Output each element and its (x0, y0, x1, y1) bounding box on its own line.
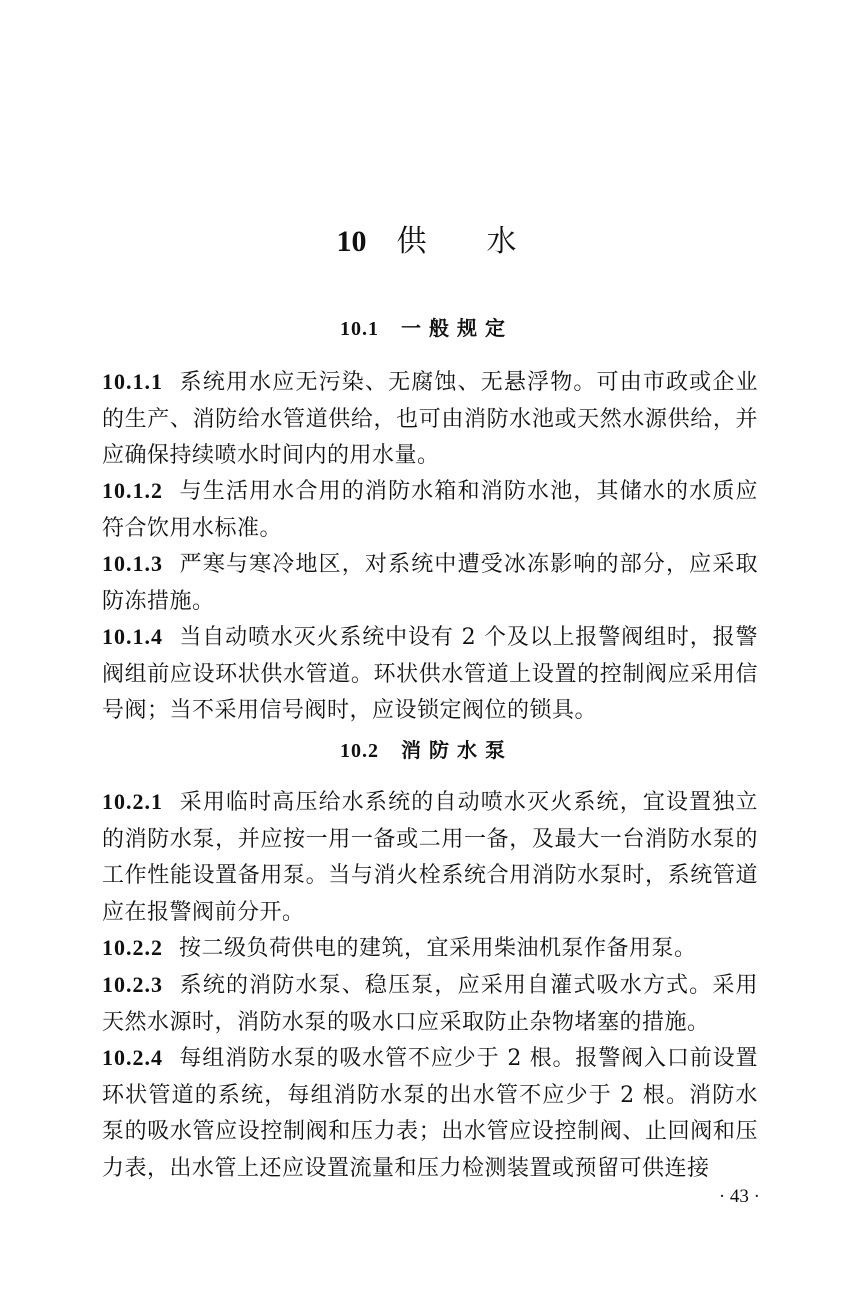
clause (102, 619, 758, 730)
clause-number: 10.1.3 (102, 551, 163, 576)
clause (102, 967, 758, 1041)
section-heading (0, 314, 853, 343)
clause (102, 473, 758, 547)
clause-text: 按二级负荷供电的建筑，宜采用柴油机泵作备用泵。 (179, 936, 697, 961)
clause-text: 系统用水应无污染、无腐蚀、无悬浮物。可由市政或企业的生产、消防给水管道供给，也可由消防水池或天然水源供给，并应确保持续喷水时间内的用水量。 (102, 370, 758, 468)
clause (102, 364, 758, 475)
chapter-number: 10 (336, 225, 367, 258)
chapter-title (0, 222, 853, 262)
clause-text: 采用临时高压给水系统的自动喷水灭火系统，宜设置独立的消防水泵，并应按一用一备或二用一备，及最大一台消防水泵的工作性能设置备用泵。当与消火栓系统合用消防水泵时，系统管道应在报警阀前分开。 (102, 790, 758, 925)
clause-text: 与生活用水合用的消防水箱和消防水池，其储水的水质应符合饮用水标准。 (102, 479, 758, 541)
clause (102, 930, 758, 968)
clause-text: 当自动喷水灭火系统中设有 2 个及以上报警阀组时，报警阀组前应设环状供水管道。环状供水管道上设置的控制阀应采用信号阀；当不采用信号阀时，应设锁定阀位的锁具。 (102, 625, 758, 723)
clause (102, 784, 758, 931)
clause (102, 546, 758, 620)
section-name: 消防水泵 (401, 738, 513, 762)
clause-number: 10.2.3 (102, 972, 163, 997)
clause-number: 10.1.2 (102, 478, 163, 503)
clause-number: 10.1.1 (102, 369, 163, 394)
clause-text: 严寒与寒冷地区，对系统中遭受冰冻影响的部分，应采取防冻措施。 (102, 552, 758, 614)
clause-text: 每组消防水泵的吸水管不应少于 2 根。报警阀入口前设置环状管道的系统，每组消防水泵的出水管不应少于 2 根。消防水泵的吸水管应设控制阀和压力表；出水管应设控制阀、止回阀和压力表，出水管上还应设置流量和压力检测装置或预留可供连接 (102, 1046, 758, 1181)
section-number: 10.1 (340, 318, 379, 340)
clause-number: 10.2.2 (102, 935, 163, 960)
section-name: 一般规定 (401, 316, 513, 340)
chapter-title-char-1: 供 (396, 224, 427, 259)
clause-number: 10.2.1 (102, 789, 163, 814)
section-heading (0, 736, 853, 765)
clause (102, 1040, 758, 1187)
clause-text: 系统的消防水泵、稳压泵，应采用自灌式吸水方式。采用天然水源时，消防水泵的吸水口应采取防止杂物堵塞的措施。 (102, 973, 758, 1035)
clause-number: 10.2.4 (102, 1045, 163, 1070)
clause-number: 10.1.4 (102, 624, 163, 649)
section-number: 10.2 (340, 740, 379, 762)
page-number: · 43 · (718, 1186, 760, 1207)
chapter-title-char-2: 水 (486, 224, 517, 259)
